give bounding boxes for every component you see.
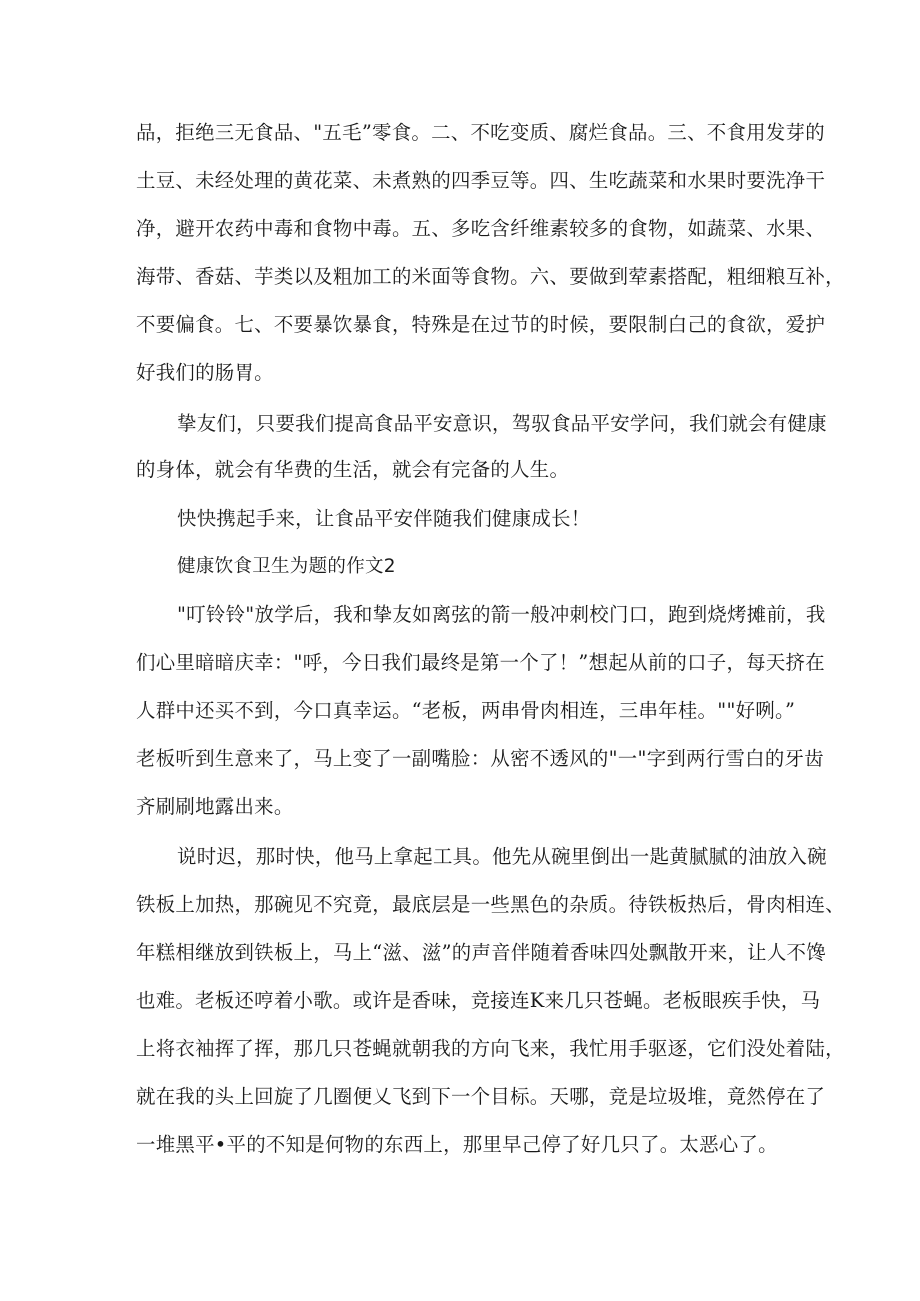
text-line: "叮铃铃"放学后，我和挚友如离弦的箭一般冲刺校门口，跑到烧烤摊前，我 — [177, 603, 826, 626]
text-line: 说时迟，那时快，他马上拿起工具。他先从碗里倒出一匙黄腻腻的油放入碗 — [177, 845, 827, 868]
text-line: 的身体，就会有华费的生活，就会有完备的人生。 — [136, 458, 570, 481]
text-line: 年糕相继放到铁板上，马上“滋、滋”的声音伴随着香味四处飘散开来，让人不馋 — [136, 941, 826, 964]
text-line: 铁板上加热，那碗见不究竟，最底层是一些黑色的杂质。待铁板热后，骨肉相连、 — [136, 893, 845, 916]
text-line: 一堆黑平•平的不知是何物的东西上，那里早己停了好几只了。太恶心了。 — [136, 1133, 778, 1156]
section-heading: 健康饮食卫生为题的作文2 — [177, 556, 396, 577]
text-line: 不要偏食。七、不要暴饮暴食，特殊是在过节的时候，要限制白己的食欲，爱护 — [136, 313, 826, 336]
text-line: 品，拒绝三无食品、"五毛”零食。二、不吃变质、腐烂食品。三、不食用发芽的 — [136, 121, 825, 144]
text-line: 上将衣袖挥了挥，那几只苍蝇就朝我的方向飞来，我忙用手驱逐，它们没处着陆， — [136, 1037, 845, 1060]
text-line: 好我们的肠胃。 — [136, 361, 274, 384]
text-line: 人群中还买不到，今口真幸运。“老板，两串骨肉相连，三串年桂。""好咧。” — [136, 699, 796, 722]
text-line: 海带、香菇、芋类以及粗加工的米面等食物。六、要做到荤素搭配，粗细粮互补， — [136, 265, 845, 288]
text-line: 也难。老板还哼着小歌。或许是香味，竞接连K来几只苍蝇。老板眼疾手快，马 — [136, 989, 821, 1012]
text-line: 挚友们，只要我们提高食品平安意识，驾驭食品平安学问，我们就会有健康 — [177, 412, 827, 435]
text-line: 净，避开农药中毒和食物中毒。五、多吃含纤维素较多的食物，如蔬菜、水果、 — [136, 217, 826, 240]
text-line: 老板听到生意来了，马上变了一副嘴脸：从密不透风的"一"字到两行雪白的牙齿 — [136, 747, 824, 770]
text-line: 土豆、未经处理的黄花菜、未煮熟的四季豆等。四、生吃蔬菜和水果时要洗净干 — [136, 169, 826, 192]
text-line: 就在我的头上回旋了几圈便乂飞到下一个目标。天哪，竞是垃圾堆，竟然停在了 — [136, 1085, 826, 1108]
text-line: 快快携起手来，让食品平安伴随我们健康成长！ — [177, 507, 591, 530]
text-line: 齐刷刷地露出来。 — [136, 795, 294, 818]
text-line: 们心里暗暗庆幸："呼，今日我们最终是第一个了！”想起从前的口子，每天挤在 — [136, 651, 825, 674]
